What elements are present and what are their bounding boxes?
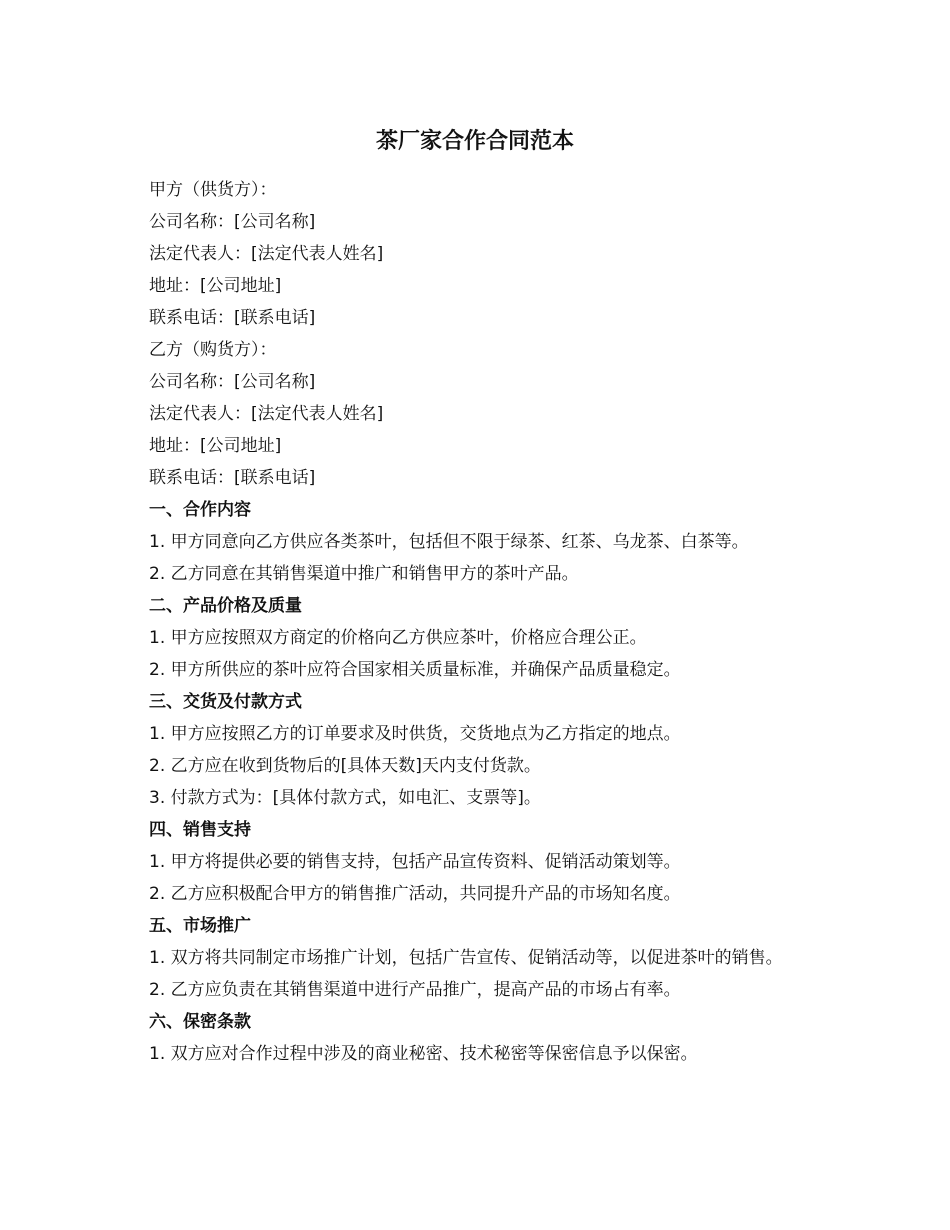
clause: 2. 乙方应积极配合甲方的销售推广活动，共同提升产品的市场知名度。	[149, 884, 681, 904]
party-a-phone: 联系电话：[联系电话]	[149, 308, 316, 328]
clause: 3. 付款方式为：[具体付款方式，如电汇、支票等]。	[149, 788, 541, 808]
clause: 2. 乙方应在收到货物后的[具体天数]天内支付货款。	[149, 756, 541, 776]
party-b-representative: 法定代表人：[法定代表人姓名]	[149, 404, 384, 424]
party-a-company: 公司名称：[公司名称]	[149, 212, 316, 232]
section-heading: 五、市场推广	[149, 916, 251, 936]
party-a-representative: 法定代表人：[法定代表人姓名]	[149, 244, 384, 264]
party-b-phone: 联系电话：[联系电话]	[149, 468, 316, 488]
party-b-company: 公司名称：[公司名称]	[149, 372, 316, 392]
clause: 1. 甲方应按照乙方的订单要求及时供货，交货地点为乙方指定的地点。	[149, 724, 681, 744]
clause: 1. 甲方应按照双方商定的价格向乙方供应茶叶，价格应合理公正。	[149, 628, 647, 648]
section-heading: 四、销售支持	[149, 820, 251, 840]
clause: 1. 甲方将提供必要的销售支持，包括产品宣传资料、促销活动策划等。	[149, 852, 681, 872]
document-title: 茶厂家合作合同范本	[375, 129, 574, 154]
section-heading: 二、产品价格及质量	[149, 596, 302, 616]
clause: 2. 乙方应负责在其销售渠道中进行产品推广，提高产品的市场占有率。	[149, 980, 681, 1000]
section-heading: 一、合作内容	[149, 500, 251, 520]
party-a-heading: 甲方（供货方）：	[149, 180, 277, 200]
clause: 2. 乙方同意在其销售渠道中推广和销售甲方的茶叶产品。	[149, 564, 579, 584]
section-heading: 三、交货及付款方式	[149, 692, 302, 712]
party-b-address: 地址：[公司地址]	[149, 436, 282, 456]
document-body	[112, 174, 812, 1070]
clause: 1. 双方将共同制定市场推广计划，包括广告宣传、促销活动等，以促进茶叶的销售。	[149, 948, 783, 968]
clause: 2. 甲方所供应的茶叶应符合国家相关质量标准，并确保产品质量稳定。	[149, 660, 681, 680]
section-heading: 六、保密条款	[149, 1012, 251, 1032]
clause: 1. 双方应对合作过程中涉及的商业秘密、技术秘密等保密信息予以保密。	[149, 1044, 698, 1064]
party-a-address: 地址：[公司地址]	[149, 276, 282, 296]
party-b-heading: 乙方（购货方）：	[149, 340, 277, 360]
clause: 1. 甲方同意向乙方供应各类茶叶，包括但不限于绿茶、红茶、乌龙茶、白茶等。	[149, 532, 749, 552]
